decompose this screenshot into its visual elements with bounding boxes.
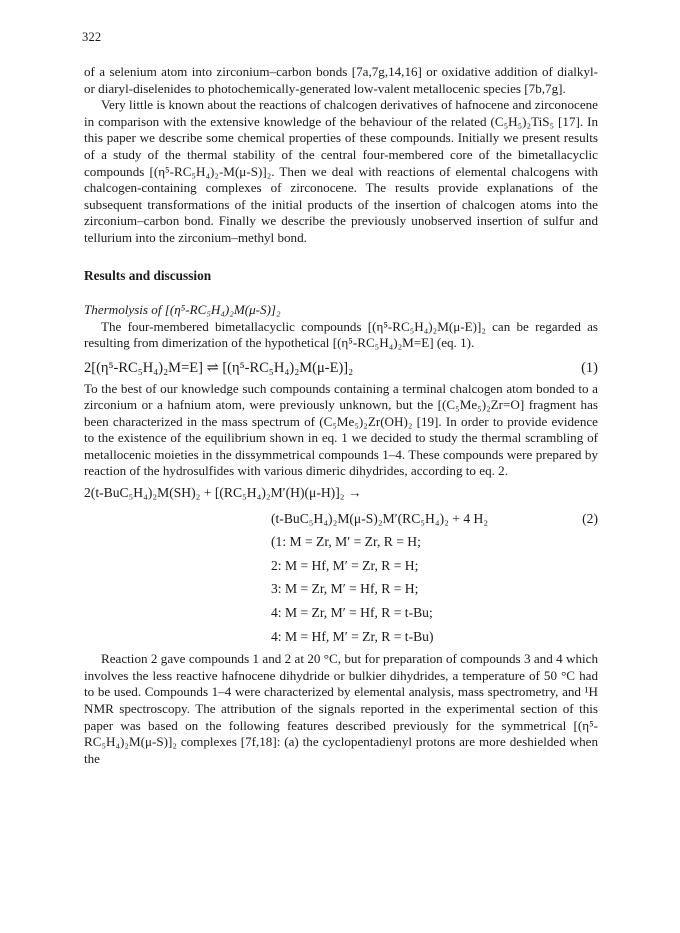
section-heading: Results and discussion [84,267,212,283]
paragraph-dimerization: The four-membered bimetallacyclic compounds [(η⁵-RC₅H₄)₂M(μ-E)]₂ can be regarded as resulting from dimerization of the hypothetical [(η⁵-RC₅H₄)₂M=E] (eq. 1). [84,318,598,351]
case-item: 4: M = Hf, M′ = Zr, R = t-Bu) [271,628,434,644]
equation-1-number: (1) [581,359,598,376]
paragraph-introduction: Very little is known about the reactions of chalcogen derivatives of hafnocene and zirconocene in comparison with the extensive knowledge of the behaviour of the related (C₅H₅)₂TiS₅ [17]. In this paper we describe some chemical properties of these compounds. Initially we present results of a study of the thermal stability of the central four-membered core of the bimetallacyclic compounds [(η⁵-RC₅H₄)₂-M(μ-S)]₂. Then we deal with reactions of elemental chalcogens with chalcogen-containing complexes of zirconocene. The results provide explanations of the subsequent transformations of the initial products of the insertion of chalcogen atoms into the zirconium–carbon bond. Finally we describe the previously unobserved insertion of sulfur and tellurium into the zirconium–methyl bond. [84,97,598,245]
equation-2-number: (2) [582,510,598,526]
paragraph-background: To the best of our knowledge such compounds containing a terminal chalcogen atom bonded to a zirconium or a hafnium atom, were previously unknown, but the [(C₅Me₅)₂Zr=O] fragment has been characterized in the mass spectrum of (C₅Me₅)₂Zr(OH)₂ [19]. In order to provide evidence to the existence of the equilibrium shown in eq. 1 we decided to study the thermal scrambling of metallocenic moieties in the dissymmetrical compounds 1–4. These compounds were prepared by reaction of the hydrosulfides with various dimeric dihydrides, according to eq. 2. [84,380,598,479]
article-body [84,64,598,767]
equation-2-products: (t-BuC₅H₄)₂M(μ-S)₂M′(RC₅H₄)₂ + 4 H₂ [271,510,489,526]
page-number: 322 [82,30,102,44]
paragraph-reaction-results: Reaction 2 gave compounds 1 and 2 at 20 °C, but for preparation of compounds 3 and 4 which involves the less reactive hafnocene dihydride or bulkier dihydrides, a temperature of 50 °C had to be used. Compounds 1–4 were characterized by elemental analysis, mass spectrometry, and ¹H NMR spectroscopy. The attribution of the signals reported in the experimental section of this paper was based on the following features described previously for the symmetrical [(η⁵-RC₅H₄)₂M(μ-S)]₂ complexes [7f,18]: (a) the cyclopentadienyl protons are more deshielded when the [84,651,598,766]
case-item: 3: M = Zr, M′ = Hf, R = H; [271,581,419,597]
paragraph-continuation: of a selenium atom into zirconium–carbon bonds [7a,7g,14,16] or oxidative addition of dialkyl- or diaryl-diselenides to photochemically-generated low-valent metallocenic species [7b,7g]. [84,64,598,96]
case-item: 4: M = Zr, M′ = Hf, R = t-Bu; [271,605,433,621]
subsection-heading: Thermolysis of [(η⁵-RC₅H₄)₂M(μ-S)]₂ [84,302,281,318]
equation-1-expression: 2[(η⁵-RC₅H₄)₂M=E] ⇌ [(η⁵-RC₅H₄)₂M(μ-E)]₂ [84,359,354,376]
equation-2-reactants: 2(t-BuC₅H₄)₂M(SH)₂ + [(RC₅H₄)₂M′(H)(μ-H)]₂ → [84,485,362,501]
case-item: 2: M = Hf, M′ = Zr, R = H; [271,557,419,573]
equation-1 [84,360,598,377]
equation-2-products-row [84,511,598,528]
equation-2-cases [84,534,598,645]
case-item: (1: M = Zr, M′ = Zr, R = H; [271,534,421,550]
